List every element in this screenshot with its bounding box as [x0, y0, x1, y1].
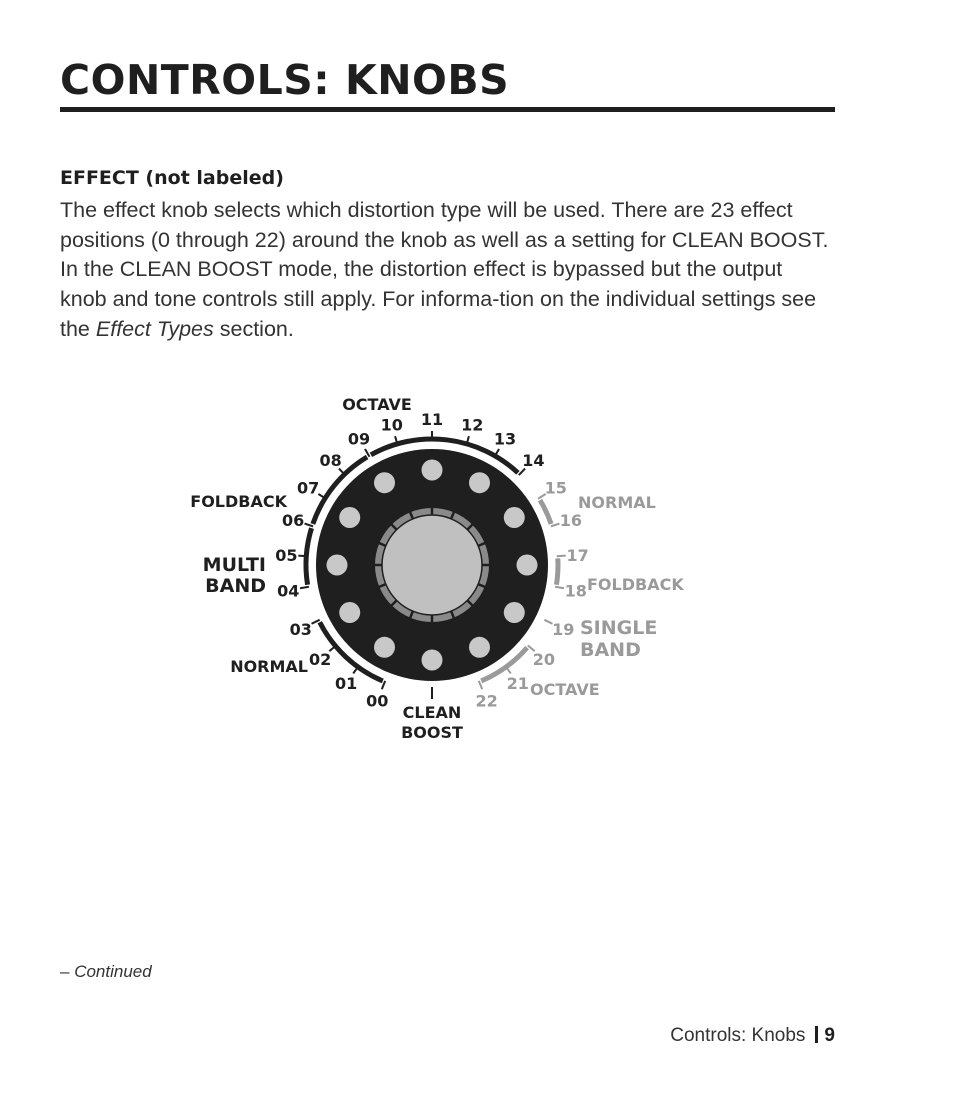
continued-dash: – [60, 962, 75, 981]
position-label: 11 [420, 410, 444, 429]
position-label: 09 [347, 429, 371, 449]
position-label: 16 [559, 510, 582, 530]
knob-dot [469, 637, 490, 658]
position-label: 21 [506, 674, 529, 694]
knob-dot [422, 460, 443, 481]
group-label-normal-gray: NORMAL [578, 493, 656, 512]
page-footer [670, 1025, 835, 1047]
group-label-single-band: BAND [580, 639, 641, 661]
position-label: 03 [289, 620, 312, 640]
position-label: 12 [461, 415, 484, 435]
knob-dot [517, 555, 538, 576]
group-label-foldback-dark: FOLDBACK [190, 492, 287, 511]
position-tick [300, 587, 309, 589]
clean-boost-label: CLEAN [402, 703, 462, 722]
position-tick [555, 587, 564, 589]
page-number: 9 [824, 1025, 835, 1046]
position-label: 15 [544, 478, 567, 498]
position-label: 00 [366, 691, 389, 711]
continued-text: Continued [74, 962, 152, 981]
position-label: 17 [566, 545, 589, 565]
position-tick [557, 556, 566, 557]
knob-dot [504, 507, 525, 528]
position-tick [305, 524, 314, 527]
group-label-octave-dark: OCTAVE [342, 395, 412, 414]
group-label-normal-dark: NORMAL [230, 657, 308, 676]
position-tick [298, 556, 307, 557]
position-label: 13 [493, 429, 517, 449]
position-label: 06 [282, 510, 305, 530]
knob-dot [374, 637, 395, 658]
position-label: 18 [564, 581, 587, 601]
position-label: 02 [309, 649, 332, 669]
position-label: 10 [380, 415, 403, 435]
position-label: 20 [532, 649, 555, 669]
knob-center-cap [382, 515, 482, 615]
section-heading: EFFECT (not labeled) [60, 167, 284, 189]
continued-note [60, 962, 152, 982]
clean-boost-label: BOOST [401, 723, 463, 742]
body-text-part: section. [213, 316, 294, 341]
title-rule [60, 107, 835, 112]
group-label-single-band: SINGLE [580, 617, 658, 639]
position-label: 22 [475, 691, 498, 711]
knob-dot [422, 650, 443, 671]
page-title: CONTROLS: KNOBS [60, 56, 510, 104]
knob-dot [327, 555, 348, 576]
position-label: 14 [522, 450, 545, 470]
position-label: 05 [275, 545, 298, 565]
position-tick [479, 681, 482, 689]
knob-dot [339, 507, 360, 528]
position-label: 01 [335, 674, 358, 694]
effect-types-reference: Effect Types [95, 316, 214, 341]
group-label-multi-band: BAND [205, 575, 266, 597]
effect-knob-diagram [0, 380, 954, 760]
position-label: 08 [319, 450, 342, 470]
body-text-part: The effect knob selects which distortion type will be used. There are 23 effect positions (0 through 22) around the knob as well as a setting for CLEAN BOOST. In the CLEAN BOOST mode, the distortion effect is bypassed but the output knob and tone controls still apply. For informa-tion on the individual settings see the [60, 198, 829, 341]
group-label-octave-gray: OCTAVE [530, 680, 600, 699]
knob-dot [469, 472, 490, 493]
body-paragraph [60, 196, 830, 345]
group-label-foldback-gray: FOLDBACK [587, 575, 684, 594]
position-tick [551, 524, 560, 527]
position-label: 04 [277, 581, 300, 601]
group-arc [540, 500, 551, 524]
position-label: 07 [297, 478, 320, 498]
footer-label: Controls: Knobs [670, 1025, 806, 1046]
position-label: 19 [552, 620, 575, 640]
group-arc [556, 558, 558, 584]
knob-dot [504, 602, 525, 623]
knob-dot [374, 472, 395, 493]
position-tick [382, 681, 385, 689]
footer-separator [815, 1026, 818, 1043]
knob-dot [339, 602, 360, 623]
group-label-multi-band: MULTI [202, 554, 266, 576]
